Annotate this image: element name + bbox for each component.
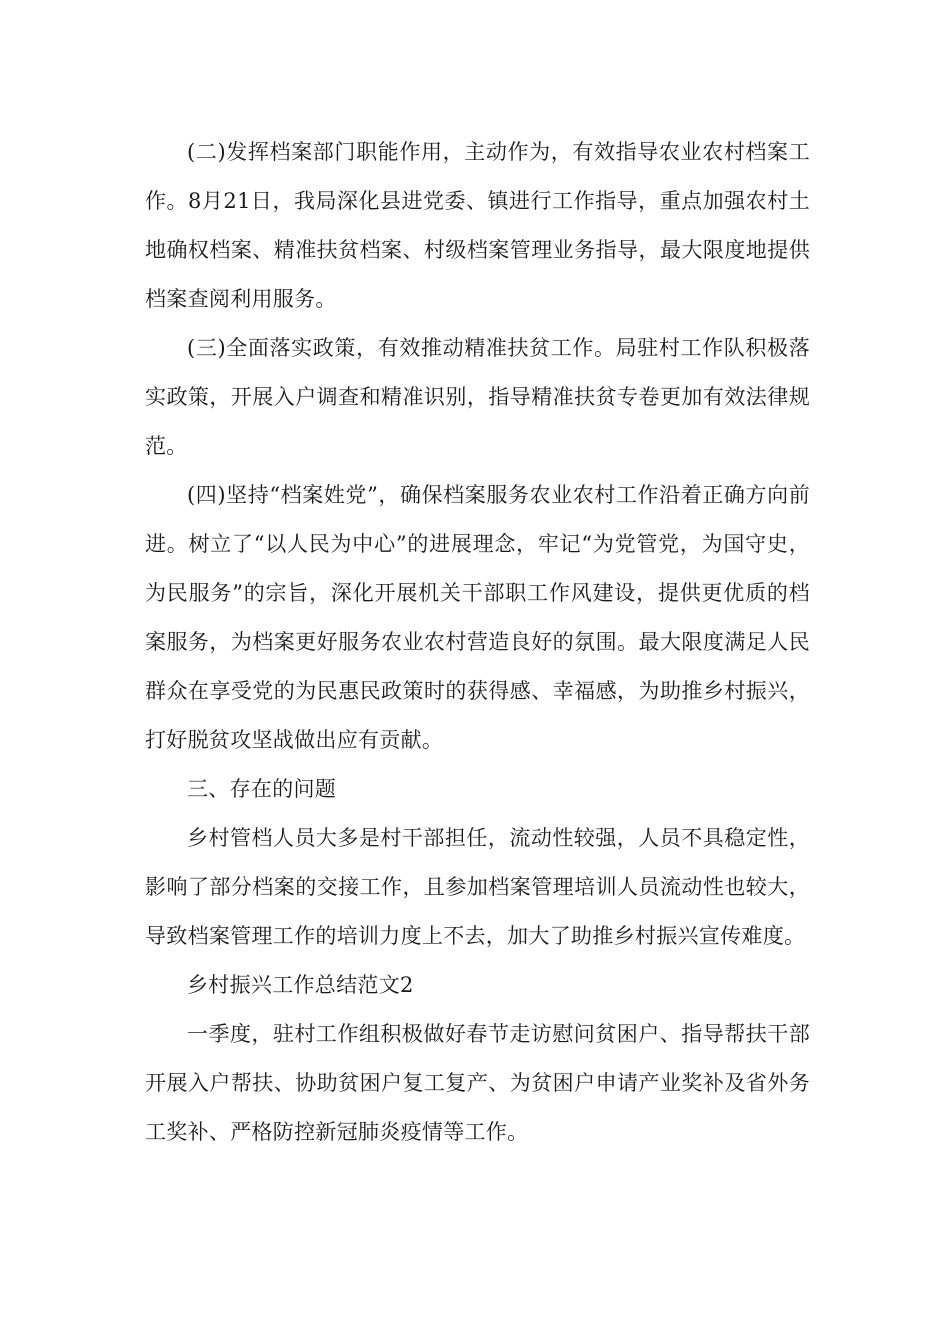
section-heading-problems: 三、存在的问题 [187,777,337,801]
paragraph-party-archives: (四)坚持“档案姓党”，确保档案服务农业农村工作沿着正确方向前进。树立了“以人民为中心”的进展理念，牢记“为党管党，为国守史，为民服务”的宗旨，深化开展机关干部职工作风建设，提供更优质的档案服务，为档案更好服务农业农村营造良好的氛围。最大限度满足人民群众在享受党的为民惠民政策时的获得感、幸福感，为助推乡村振兴，打好脱贫攻坚战做出应有贡献。 [145,483,810,752]
paragraph-guidance: (二)发挥档案部门职能作用，主动作为，有效指导农业农村档案工作。8月21日，我局深化县进党委、镇进行工作指导，重点加强农村土地确权档案、精准扶贫档案、村级档案管理业务指导，最大限度地提供档案查阅利用服务。 [145,140,810,311]
document-body [145,128,810,1157]
paragraph-first-quarter: 一季度，驻村工作组积极做好春节走访慰问贫困户、指导帮扶干部开展入户帮扶、协助贫困户复工复产、为贫困户申请产业奖补及省外务工奖补、严格防控新冠肺炎疫情等工作。 [145,1022,810,1144]
paragraph-problems: 乡村管档人员大多是村干部担任，流动性较强，人员不具稳定性，影响了部分档案的交接工作，且参加档案管理培训人员流动性也较大，导致档案管理工作的培训力度上不去，加大了助推乡村振兴宣传难度。 [145,826,810,948]
section-heading-sample-2: 乡村振兴工作总结范文2 [187,973,414,997]
paragraph-policy: (三)全面落实政策，有效推动精准扶贫工作。局驻村工作队积极落实政策，开展入户调查和精准识别，指导精准扶贫专卷更加有效法律规范。 [145,336,810,458]
